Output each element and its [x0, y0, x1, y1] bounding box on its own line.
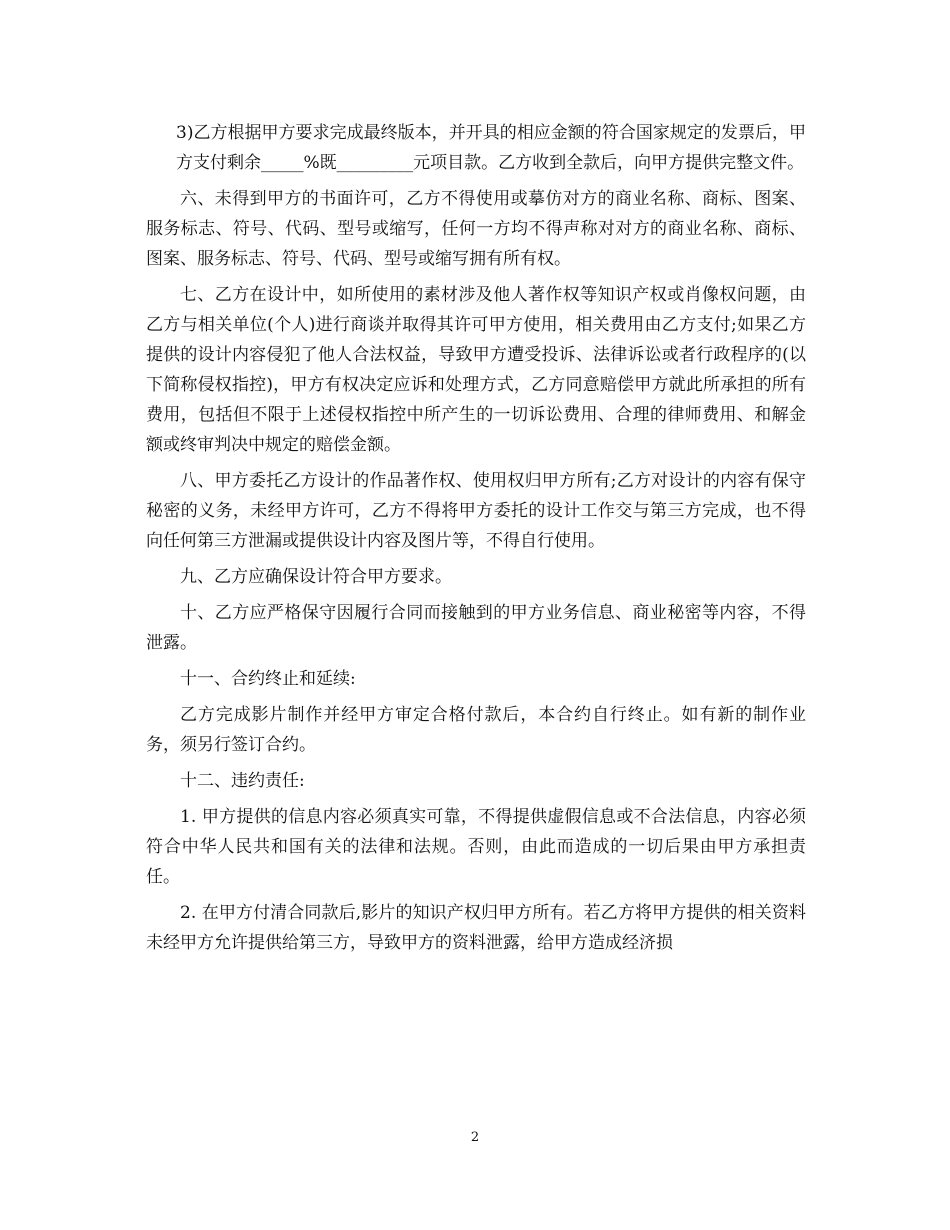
page-number: 2 — [470, 1130, 480, 1145]
paragraph-clause-12-item-2: 2. 在甲方付清合同款后,影片的知识产权归甲方所有。若乙方将甲方提供的相关资料未经甲方允许提供给第三方，导致甲方的资料泄露，给甲方造成经济损 — [146, 903, 806, 953]
paragraph-clause-9: 九、乙方应确保设计符合甲方要求。 — [180, 567, 452, 587]
paragraph-clause-7: 七、乙方在设计中，如所使用的素材涉及他人著作权等知识产权或肖像权问题，由乙方与相关单位(个人)进行商谈并取得其许可甲方使用，相关费用由乙方支付;如果乙方提供的设计内容侵犯了他人合法权益，导致甲方遭受投诉、法律诉讼或者行政程序的(以下简称侵权指控)，甲方有权决定应诉和处理方式，乙方同意赔偿甲方就此所承担的所有费用，包括但不限于上述侵权指控中所产生的一切诉讼费用、合理的律师费用、和解金额或终审判决中规定的赔偿金额。 — [146, 285, 806, 455]
paragraph-clause-10: 十、乙方应严格保守因履行合同而接触到的甲方业务信息、商业秘密等内容，不得泄露。 — [146, 603, 806, 653]
paragraph-clause-12-item-1: 1. 甲方提供的信息内容必须真实可靠，不得提供虚假信息或不合法信息，内容必须符合中华人民共和国有关的法律和法规。否则，由此而造成的一切后果由甲方承担责任。 — [146, 807, 806, 887]
paragraph-clause-6: 六、未得到甲方的书面许可，乙方不得使用或摹仿对方的商业名称、商标、图案、服务标志、符号、代码、型号或缩写，任何一方均不得声称对对方的商业名称、商标、图案、服务标志、符号、代码、型号或缩写拥有所有权。 — [146, 189, 806, 269]
paragraph-clause-8: 八、甲方委托乙方设计的作品著作权、使用权归甲方所有;乙方对设计的内容有保守秘密的义务，未经甲方许可，乙方不得将甲方委托的设计工作交与第三方完成，也不得向任何第三方泄漏或提供设计内容及图片等，不得自行使用。 — [146, 471, 806, 551]
document-body — [146, 118, 806, 964]
heading-clause-11: 十一、合约终止和延续: — [180, 669, 356, 689]
paragraph-clause-11-body: 乙方完成影片制作并经甲方审定合格付款后，本合约自行终止。如有新的制作业务，须另行签订合约。 — [146, 705, 806, 755]
heading-clause-12: 十二、违约责任: — [180, 771, 305, 791]
paragraph-item-3: 3)乙方根据甲方要求完成最终版本，并开具的相应金额的符合国家规定的发票后，甲方支付剩余_____%既_________元项目款。乙方收到全款后，向甲方提供完整文件。 — [176, 123, 806, 173]
